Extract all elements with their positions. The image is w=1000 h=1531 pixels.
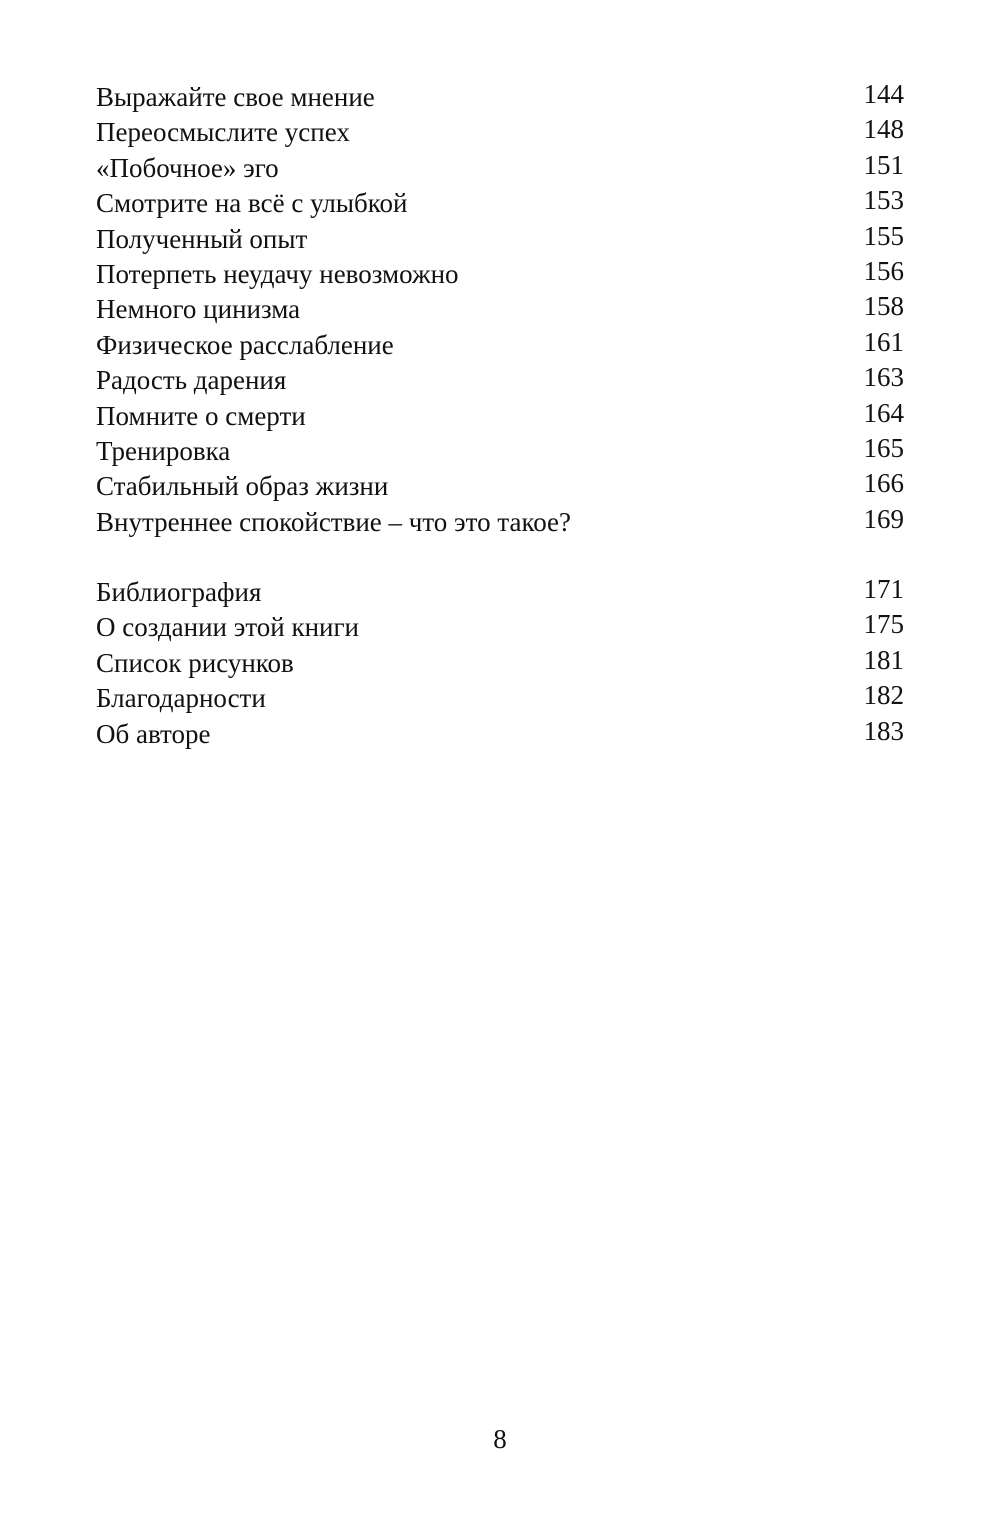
toc-entry-title: Список рисунков: [96, 647, 294, 678]
toc-entry: [96, 505, 904, 540]
toc-entry-page: 163: [863, 362, 904, 393]
toc-entry-title: Благодарности: [96, 683, 266, 714]
toc-entry-title: Смотрите на всё с улыбкой: [96, 188, 408, 219]
toc-entry: [96, 257, 904, 292]
toc-entry-page: 156: [863, 255, 904, 286]
toc-entry-title: Потерпеть неудачу невозможно: [96, 258, 459, 289]
toc-entry: [96, 292, 904, 327]
table-of-contents-main: [96, 80, 904, 540]
toc-entry-page: 169: [863, 503, 904, 534]
toc-entry-title: Радость дарения: [96, 365, 287, 396]
toc-entry-title: Полученный опыт: [96, 223, 308, 254]
toc-entry-page: 151: [863, 149, 904, 180]
toc-entry: [96, 186, 904, 221]
toc-entry-page: 175: [863, 609, 904, 640]
toc-entry-title: Помните о смерти: [96, 400, 306, 431]
toc-entry-title: Немного цинизма: [96, 294, 301, 325]
toc-entry: [96, 115, 904, 150]
toc-entry-page: 164: [863, 397, 904, 428]
toc-entry: [96, 646, 904, 681]
toc-entry-title: Внутреннее спокойствие – что это такое?: [96, 506, 571, 537]
toc-entry: [96, 681, 904, 716]
toc-entry-page: 171: [863, 574, 904, 604]
toc-entry: [96, 399, 904, 434]
toc-entry: [96, 469, 904, 504]
toc-entry-page: 182: [863, 680, 904, 711]
toc-entry-page: 148: [863, 114, 904, 145]
toc-entry: [96, 328, 904, 363]
toc-entry: [96, 575, 904, 610]
toc-entry: [96, 80, 904, 115]
toc-entry-page: 166: [863, 468, 904, 499]
toc-entry-page: 158: [863, 291, 904, 322]
toc-entry-title: «Побочное» эго: [96, 152, 279, 183]
toc-entry-page: 181: [863, 644, 904, 675]
toc-entry-page: 161: [863, 326, 904, 357]
toc-entry: [96, 610, 904, 645]
page-number: 8: [493, 1424, 507, 1454]
toc-entry-title: Библиография: [96, 577, 262, 607]
toc-entry: [96, 717, 904, 752]
toc-entry: [96, 222, 904, 257]
toc-entry-title: Выражайте свое мнение: [96, 82, 375, 112]
toc-entry-page: 165: [863, 432, 904, 463]
toc-entry-title: Физическое расслабление: [96, 329, 394, 360]
toc-entry-page: 183: [863, 715, 904, 746]
toc-entry-title: Тренировка: [96, 435, 231, 466]
toc-entry-page: 155: [863, 220, 904, 251]
toc-entry: [96, 434, 904, 469]
table-of-contents-back-matter: [96, 575, 904, 752]
toc-entry-page: 153: [863, 185, 904, 216]
toc-entry-title: Об авторе: [96, 718, 211, 749]
toc-entry-title: Стабильный образ жизни: [96, 471, 389, 502]
toc-entry-page: 144: [863, 79, 904, 109]
toc-entry-title: О создании этой книги: [96, 612, 359, 643]
toc-entry: [96, 363, 904, 398]
toc-entry-title: Переосмыслите успех: [96, 117, 350, 148]
toc-entry: [96, 151, 904, 186]
